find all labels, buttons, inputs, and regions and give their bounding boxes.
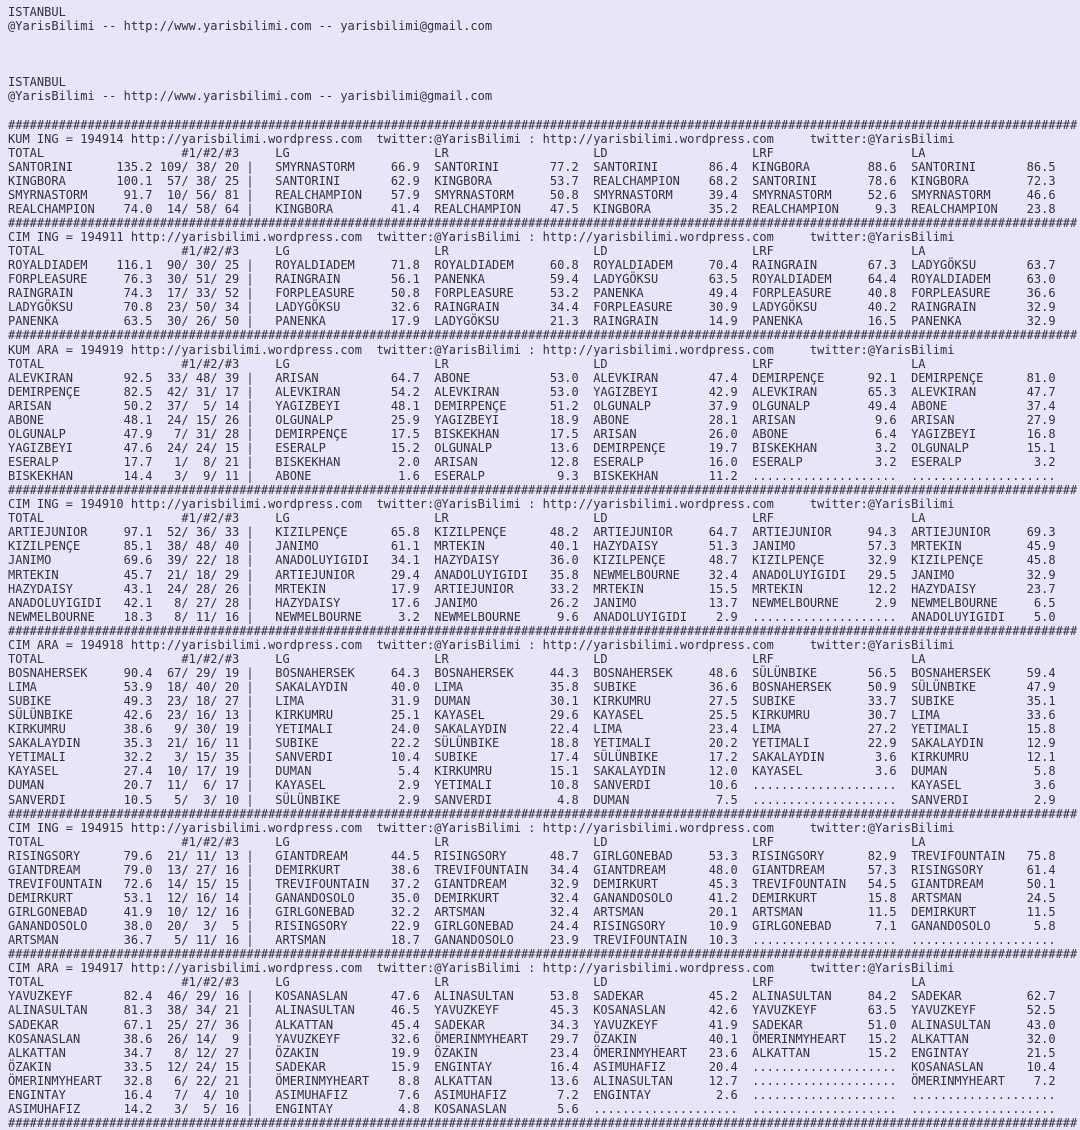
column-header-row: TOTAL #1/#2/#3 LG LR LD LRF LA bbox=[8, 244, 1080, 258]
masthead bbox=[8, 5, 1080, 118]
table-row: SMYRNASTORM 91.7 10/ 56/ 81 | REALCHAMPION 57.9 SMYRNASTORM 50.8 SMYRNASTORM 39.4 SMYRNASTORM 52.6 SMYRNASTORM 46.6 bbox=[8, 188, 1080, 202]
table-row: ARISAN 50.2 37/ 5/ 14 | YAGIZBEYI 48.1 DEMIRPENÇE 51.2 OLGUNALP 37.9 OLGUNALP 49.4 ABONE 37.4 bbox=[8, 399, 1080, 413]
section-separator: #################################################################################################################################################### bbox=[8, 1116, 1080, 1130]
table-row: ARTSMAN 36.7 5/ 11/ 16 | ARTSMAN 18.7 GANANDOSOLO 23.9 TREVIFOUNTAIN 10.3 .................... .................... bbox=[8, 933, 1080, 947]
section-title: CIM ING = 194915 http://yarisbilimi.wordpress.com twitter:@YarisBilimi : http://yarisbilimi.wordpress.com twitter:@YarisBilimi bbox=[8, 821, 1080, 835]
table-row: ALKATTAN 34.7 8/ 12/ 27 | ÖZAKIN 19.9 ÖZAKIN 23.4 ÖMERINMYHEART 23.6 ALKATTAN 15.2 ENGINTAY 21.5 bbox=[8, 1046, 1080, 1060]
table-row: SÜLÜNBIKE 42.6 23/ 16/ 13 | KIRKUMRU 25.1 KAYASEL 29.6 KAYASEL 25.5 KIRKUMRU 30.7 LIMA 33.6 bbox=[8, 708, 1080, 722]
table-row: YAVUZKEYF 82.4 46/ 29/ 16 | KOSANASLAN 47.6 ALINASULTAN 53.8 SADEKAR 45.2 ALINASULTAN 84.2 SADEKAR 62.7 bbox=[8, 989, 1080, 1003]
table-row: KOSANASLAN 38.6 26/ 14/ 9 | YAVUZKEYF 32.6 ÖMERINMYHEART 29.7 ÖZAKIN 40.1 ÖMERINMYHEART 15.2 ALKATTAN 32.0 bbox=[8, 1032, 1080, 1046]
table-row: FORPLEASURE 76.3 30/ 51/ 29 | RAINGRAIN 56.1 PANENKA 59.4 LADYGÖKSU 63.5 ROYALDIADEM 64.4 ROYALDIADEM 63.0 bbox=[8, 272, 1080, 286]
table-row: REALCHAMPION 74.0 14/ 58/ 64 | KINGBORA 41.4 REALCHAMPION 47.5 KINGBORA 35.2 REALCHAMPION 9.3 REALCHAMPION 23.8 bbox=[8, 202, 1080, 216]
table-row: ESERALP 17.7 1/ 8/ 21 | BISKEKHAN 2.0 ARISAN 12.8 ESERALP 16.0 ESERALP 3.2 ESERALP 3.2 bbox=[8, 455, 1080, 469]
table-row: SAKALAYDIN 35.3 21/ 16/ 11 | SUBIKE 22.2 SÜLÜNBIKE 18.8 YETIMALI 20.2 YETIMALI 22.9 SAKALAYDIN 12.9 bbox=[8, 736, 1080, 750]
masthead-line bbox=[8, 61, 1080, 75]
table-row: KIZILPENÇE 85.1 38/ 48/ 40 | JANIMO 61.1 MRTEKIN 40.1 HAZYDAISY 51.3 JANIMO 57.3 MRTEKIN 45.9 bbox=[8, 539, 1080, 553]
column-header-row: TOTAL #1/#2/#3 LG LR LD LRF LA bbox=[8, 835, 1080, 849]
table-row: KIRKUMRU 38.6 9/ 30/ 19 | YETIMALI 24.0 SAKALAYDIN 22.4 LIMA 23.4 LIMA 27.2 YETIMALI 15.8 bbox=[8, 722, 1080, 736]
section-separator: #################################################################################################################################################### bbox=[8, 328, 1080, 342]
table-row: BOSNAHERSEK 90.4 67/ 29/ 19 | BOSNAHERSEK 64.3 BOSNAHERSEK 44.3 BOSNAHERSEK 48.6 SÜLÜNBIKE 56.5 BOSNAHERSEK 59.4 bbox=[8, 666, 1080, 680]
table-row: LADYGÖKSU 70.8 23/ 50/ 34 | LADYGÖKSU 32.6 RAINGRAIN 34.4 FORPLEASURE 30.9 LADYGÖKSU 40.2 RAINGRAIN 32.9 bbox=[8, 300, 1080, 314]
masthead-line: @YarisBilimi -- http://www.yarisbilimi.com -- yarisbilimi@gmail.com bbox=[8, 19, 1080, 33]
masthead-line bbox=[8, 33, 1080, 47]
table-row: PANENKA 63.5 30/ 26/ 50 | PANENKA 17.9 LADYGÖKSU 21.3 RAINGRAIN 14.9 PANENKA 16.5 PANENKA 32.9 bbox=[8, 314, 1080, 328]
race-sections bbox=[8, 118, 1080, 1130]
table-row: OLGUNALP 47.9 7/ 31/ 28 | DEMIRPENÇE 17.5 BISKEKHAN 17.5 ARISAN 26.0 ABONE 6.4 YAGIZBEYI 16.8 bbox=[8, 427, 1080, 441]
table-row: RAINGRAIN 74.3 17/ 33/ 52 | FORPLEASURE 50.8 FORPLEASURE 53.2 PANENKA 49.4 FORPLEASURE 40.8 FORPLEASURE 36.6 bbox=[8, 286, 1080, 300]
table-row: SANVERDI 10.5 5/ 3/ 10 | SÜLÜNBIKE 2.9 SANVERDI 4.8 DUMAN 7.5 .................... SANVERDI 2.9 bbox=[8, 793, 1080, 807]
column-header-row: TOTAL #1/#2/#3 LG LR LD LRF LA bbox=[8, 975, 1080, 989]
table-row: ALEVKIRAN 92.5 33/ 48/ 39 | ARISAN 64.7 ABONE 53.0 ALEVKIRAN 47.4 DEMIRPENÇE 92.1 DEMIRPENÇE 81.0 bbox=[8, 371, 1080, 385]
table-row: JANIMO 69.6 39/ 22/ 18 | ANADOLUYIGIDI 34.1 HAZYDAISY 36.0 KIZILPENÇE 48.7 KIZILPENÇE 32.9 KIZILPENÇE 45.8 bbox=[8, 553, 1080, 567]
table-row: RISINGSORY 79.6 21/ 11/ 13 | GIANTDREAM 44.5 RISINGSORY 48.7 GIRLGONEBAD 53.3 RISINGSORY 82.9 TREVIFOUNTAIN 75.8 bbox=[8, 849, 1080, 863]
table-row: BISKEKHAN 14.4 3/ 9/ 11 | ABONE 1.6 ESERALP 9.3 BISKEKHAN 11.2 .................... .................... bbox=[8, 469, 1080, 483]
masthead-line: ISTANBUL bbox=[8, 5, 1080, 19]
table-row: ANADOLUYIGIDI 42.1 8/ 27/ 28 | HAZYDAISY 17.6 JANIMO 26.2 JANIMO 13.7 NEWMELBOURNE 2.9 NEWMELBOURNE 6.5 bbox=[8, 596, 1080, 610]
table-row: ÖMERINMYHEART 32.8 6/ 22/ 21 | ÖMERINMYHEART 8.8 ALKATTAN 13.6 ALINASULTAN 12.7 .................... ÖMERINMYHEART 7.2 bbox=[8, 1074, 1080, 1088]
section-title: CIM ARA = 194918 http://yarisbilimi.wordpress.com twitter:@YarisBilimi : http://yarisbilimi.wordpress.com twitter:@YarisBilimi bbox=[8, 638, 1080, 652]
table-row: DEMIRPENÇE 82.5 42/ 31/ 17 | ALEVKIRAN 54.2 ALEVKIRAN 53.0 YAGIZBEYI 42.9 ALEVKIRAN 65.3 ALEVKIRAN 47.7 bbox=[8, 385, 1080, 399]
masthead-line: ISTANBUL bbox=[8, 75, 1080, 89]
section-title: KUM ING = 194914 http://yarisbilimi.wordpress.com twitter:@YarisBilimi : http://yarisbilimi.wordpress.com twitter:@YarisBilimi bbox=[8, 132, 1080, 146]
table-row: LIMA 53.9 18/ 40/ 20 | SAKALAYDIN 40.0 LIMA 35.8 SUBIKE 36.6 BOSNAHERSEK 50.9 SÜLÜNBIKE 47.9 bbox=[8, 680, 1080, 694]
table-row: YAGIZBEYI 47.6 24/ 24/ 15 | ESERALP 15.2 OLGUNALP 13.6 DEMIRPENÇE 19.7 BISKEKHAN 3.2 OLGUNALP 15.1 bbox=[8, 441, 1080, 455]
table-row: ROYALDIADEM 116.1 90/ 30/ 25 | ROYALDIADEM 71.8 ROYALDIADEM 60.8 ROYALDIADEM 70.4 RAINGRAIN 67.3 LADYGÖKSU 63.7 bbox=[8, 258, 1080, 272]
table-row: ÖZAKIN 33.5 12/ 24/ 15 | SADEKAR 15.9 ENGINTAY 16.4 ASIMUHAFIZ 20.4 .................... KOSANASLAN 10.4 bbox=[8, 1060, 1080, 1074]
section-separator: #################################################################################################################################################### bbox=[8, 624, 1080, 638]
column-header-row: TOTAL #1/#2/#3 LG LR LD LRF LA bbox=[8, 146, 1080, 160]
section-separator: #################################################################################################################################################### bbox=[8, 483, 1080, 497]
table-row: HAZYDAISY 43.1 24/ 28/ 26 | MRTEKIN 17.9 ARTIEJUNIOR 33.2 MRTEKIN 15.5 MRTEKIN 12.2 HAZYDAISY 23.7 bbox=[8, 582, 1080, 596]
table-row: SADEKAR 67.1 25/ 27/ 36 | ALKATTAN 45.4 SADEKAR 34.3 YAVUZKEYF 41.9 SADEKAR 51.0 ALINASULTAN 43.0 bbox=[8, 1018, 1080, 1032]
table-row: ALINASULTAN 81.3 38/ 34/ 21 | ALINASULTAN 46.5 YAVUZKEYF 45.3 KOSANASLAN 42.6 YAVUZKEYF 63.5 YAVUZKEYF 52.5 bbox=[8, 1003, 1080, 1017]
table-row: YETIMALI 32.2 3/ 15/ 35 | SANVERDI 10.4 SUBIKE 17.4 SÜLÜNBIKE 17.2 SAKALAYDIN 3.6 KIRKUMRU 12.1 bbox=[8, 750, 1080, 764]
section-title: CIM ING = 194910 http://yarisbilimi.wordpress.com twitter:@YarisBilimi : http://yarisbilimi.wordpress.com twitter:@YarisBilimi bbox=[8, 497, 1080, 511]
column-header-row: TOTAL #1/#2/#3 LG LR LD LRF LA bbox=[8, 652, 1080, 666]
section-separator: #################################################################################################################################################### bbox=[8, 807, 1080, 821]
table-row: DEMIRKURT 53.1 12/ 16/ 14 | GANANDOSOLO 35.0 DEMIRKURT 32.4 GANANDOSOLO 41.2 DEMIRKURT 15.8 ARTSMAN 24.5 bbox=[8, 891, 1080, 905]
column-header-row: TOTAL #1/#2/#3 LG LR LD LRF LA bbox=[8, 357, 1080, 371]
section-separator: #################################################################################################################################################### bbox=[8, 216, 1080, 230]
table-row: GIANTDREAM 79.0 13/ 27/ 16 | DEMIRKURT 38.6 TREVIFOUNTAIN 34.4 GIANTDREAM 48.0 GIANTDREAM 57.3 RISINGSORY 61.4 bbox=[8, 863, 1080, 877]
section-title: CIM ING = 194911 http://yarisbilimi.wordpress.com twitter:@YarisBilimi : http://yarisbilimi.wordpress.com twitter:@YarisBilimi bbox=[8, 230, 1080, 244]
table-row: ENGINTAY 16.4 7/ 4/ 10 | ASIMUHAFIZ 7.6 ASIMUHAFIZ 7.2 ENGINTAY 2.6 .................... .................... bbox=[8, 1088, 1080, 1102]
section-title: KUM ARA = 194919 http://yarisbilimi.wordpress.com twitter:@YarisBilimi : http://yarisbilimi.wordpress.com twitter:@YarisBilimi bbox=[8, 343, 1080, 357]
table-row: ASIMUHAFIZ 14.2 3/ 5/ 16 | ENGINTAY 4.8 KOSANASLAN 5.6 .................... .................... .................... bbox=[8, 1102, 1080, 1116]
column-header-row: TOTAL #1/#2/#3 LG LR LD LRF LA bbox=[8, 511, 1080, 525]
masthead-line bbox=[8, 103, 1080, 117]
table-row: ABONE 48.1 24/ 15/ 26 | OLGUNALP 25.9 YAGIZBEYI 18.9 ABONE 28.1 ARISAN 9.6 ARISAN 27.9 bbox=[8, 413, 1080, 427]
table-row: GANANDOSOLO 38.0 20/ 3/ 5 | RISINGSORY 22.9 GIRLGONEBAD 24.4 RISINGSORY 10.9 GIRLGONEBAD 7.1 GANANDOSOLO 5.8 bbox=[8, 919, 1080, 933]
table-row: MRTEKIN 45.7 21/ 18/ 29 | ARTIEJUNIOR 29.4 ANADOLUYIGIDI 35.8 NEWMELBOURNE 32.4 ANADOLUYIGIDI 29.5 JANIMO 32.9 bbox=[8, 568, 1080, 582]
masthead-line: @YarisBilimi -- http://www.yarisbilimi.com -- yarisbilimi@gmail.com bbox=[8, 89, 1080, 103]
section-separator: #################################################################################################################################################### bbox=[8, 118, 1080, 132]
table-row: NEWMELBOURNE 18.3 8/ 11/ 16 | NEWMELBOURNE 3.2 NEWMELBOURNE 9.6 ANADOLUYIGIDI 2.9 .................... ANADOLUYIGIDI 5.0 bbox=[8, 610, 1080, 624]
table-row: DUMAN 20.7 11/ 6/ 17 | KAYASEL 2.9 YETIMALI 10.8 SANVERDI 10.6 .................... KAYASEL 3.6 bbox=[8, 778, 1080, 792]
table-row: TREVIFOUNTAIN 72.6 14/ 15/ 15 | TREVIFOUNTAIN 37.2 GIANTDREAM 32.9 DEMIRKURT 45.3 TREVIFOUNTAIN 54.5 GIANTDREAM 50.1 bbox=[8, 877, 1080, 891]
table-row: KINGBORA 100.1 57/ 38/ 25 | SANTORINI 62.9 KINGBORA 53.7 REALCHAMPION 68.2 SANTORINI 78.6 KINGBORA 72.3 bbox=[8, 174, 1080, 188]
table-row: ARTIEJUNIOR 97.1 52/ 36/ 33 | KIZILPENÇE 65.8 KIZILPENÇE 48.2 ARTIEJUNIOR 64.7 ARTIEJUNIOR 94.3 ARTIEJUNIOR 69.3 bbox=[8, 525, 1080, 539]
table-row: GIRLGONEBAD 41.9 10/ 12/ 16 | GIRLGONEBAD 32.2 ARTSMAN 32.4 ARTSMAN 20.1 ARTSMAN 11.5 DEMIRKURT 11.5 bbox=[8, 905, 1080, 919]
table-row: SANTORINI 135.2 109/ 38/ 20 | SMYRNASTORM 66.9 SANTORINI 77.2 SANTORINI 86.4 KINGBORA 88.6 SANTORINI 86.5 bbox=[8, 160, 1080, 174]
masthead-line bbox=[8, 47, 1080, 61]
section-title: CIM ARA = 194917 http://yarisbilimi.wordpress.com twitter:@YarisBilimi : http://yarisbilimi.wordpress.com twitter:@YarisBilimi bbox=[8, 961, 1080, 975]
table-row: SUBIKE 49.3 23/ 18/ 27 | LIMA 31.9 DUMAN 30.1 KIRKUMRU 27.5 SUBIKE 33.7 SUBIKE 35.1 bbox=[8, 694, 1080, 708]
section-separator: #################################################################################################################################################### bbox=[8, 947, 1080, 961]
table-row: KAYASEL 27.4 10/ 17/ 19 | DUMAN 5.4 KIRKUMRU 15.1 SAKALAYDIN 12.0 KAYASEL 3.6 DUMAN 5.8 bbox=[8, 764, 1080, 778]
